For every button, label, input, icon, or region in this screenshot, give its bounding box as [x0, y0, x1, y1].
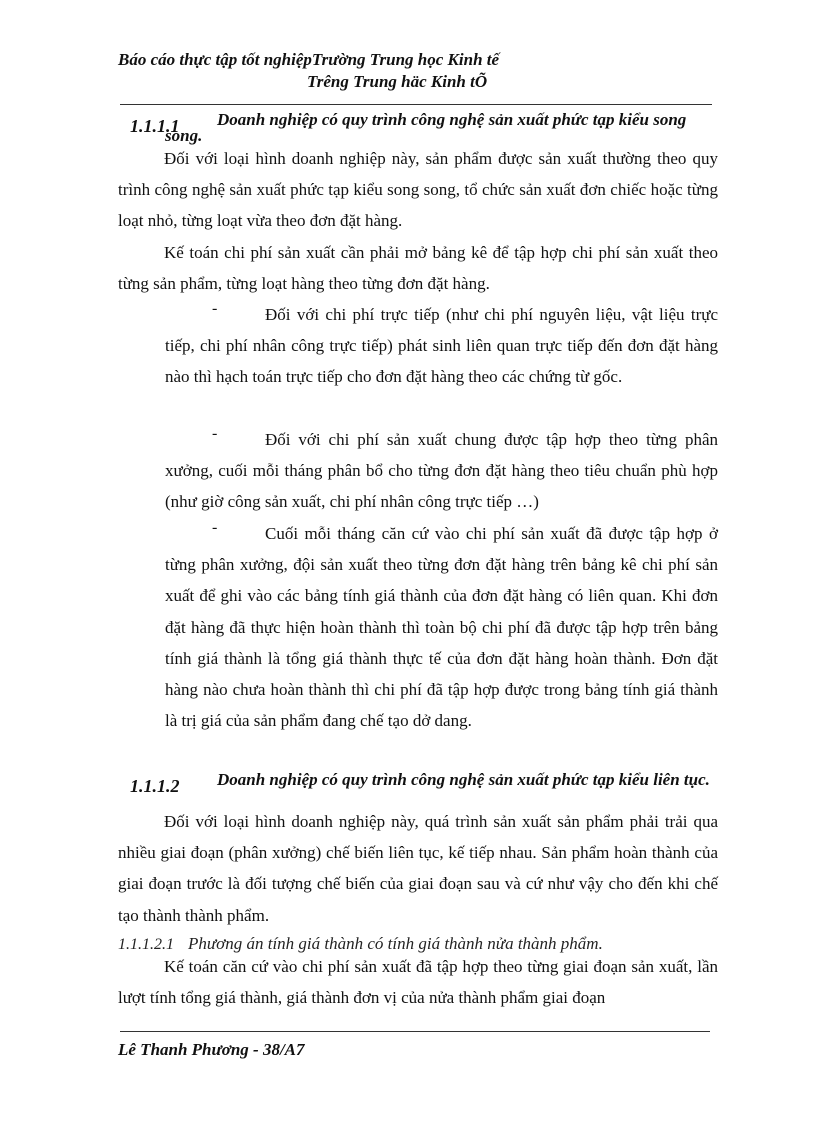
section-title: Doanh nghiệp có quy trình công nghệ sản xuất phức tạp kiểu song song.: [165, 110, 687, 145]
header-title: Báo cáo thực tập tốt nghiệpTrường Trung học Kinh tế: [118, 50, 500, 69]
bullet-item: Đối với chi phí trực tiếp (như chi phí nguyên liệu, vật liệu trực tiếp, chi phí nhân công trực tiếp) phát sinh liên quan trực tiếp đến đơn đặt hàng nào thì hạch toán trực tiếp cho đơn đặt hàng theo các chứng từ gốc.: [165, 305, 718, 387]
subsection-title: Phương án tính giá thành có tính giá thành nửa thành phẩm.: [188, 934, 603, 953]
bullet-marker: -: [212, 519, 218, 536]
header-subtitle: Trêng Trung häc Kinh tÕ: [307, 72, 488, 91]
paragraph: Đối với loại hình doanh nghiệp này, sản phẩm được sản xuất thường theo quy trình công nghệ sản xuất phức tạp kiểu song song, tổ chức sản xuất đơn chiếc hoặc từng loạt nhỏ, từng loạt vừa theo đơn đặt hàng.: [118, 149, 718, 231]
section-title: Doanh nghiệp có quy trình công nghệ sản xuất phức tạp kiểu liên tục.: [217, 770, 710, 789]
bullet-marker: -: [212, 425, 218, 442]
bullet-item: Đối với chi phí sản xuất chung được tập hợp theo từng phân xưởng, cuối mỗi tháng phân bổ cho từng đơn đặt hàng theo tiêu chuẩn phù hợp (như giờ công sản xuất, chi phí nhân công trực tiếp …): [165, 430, 718, 512]
paragraph: Kế toán căn cứ vào chi phí sản xuất đã tập hợp theo từng giai đoạn sản xuất, lần lượt tính tổng giá thành, giá thành đơn vị của nửa thành phẩm giai đoạn: [118, 957, 718, 1008]
header-rule: [120, 104, 712, 105]
bullet-item: Cuối mỗi tháng căn cứ vào chi phí sản xuất đã được tập hợp ở từng phân xưởng, đội sản xuất theo từng đơn đặt hàng trên bảng kê chi phí sản xuất để ghi vào các bảng tính giá thành của đơn đặt hàng có liên quan. Khi đơn đặt hàng đã thực hiện hoàn thành thì toàn bộ chi phí đã được tập hợp trên bảng tính giá thành là tổng giá thành thực tế của đơn đặt hàng hoàn thành. Đơn đặt hàng nào chưa hoàn thành thì chi phí đã tập hợp được trong bảng tính giá thành là trị giá của sản phẩm đang chế tạo dở dang.: [165, 524, 718, 731]
footer-author: Lê Thanh Phương - 38/A7: [118, 1040, 305, 1059]
paragraph: Đối với loại hình doanh nghiệp này, quá trình sản xuất sản phẩm phải trải qua nhiều giai đoạn (phân xưởng) chế biến liên tục, kế tiếp nhau. Sản phẩm hoàn thành của giai đoạn trước là đối tượng chế biến của giai đoạn sau và cứ như vậy cho đến khi chế tạo thành thành phẩm.: [118, 812, 718, 925]
paragraph: Kế toán chi phí sản xuất cần phải mở bảng kê để tập hợp chi phí sản xuất theo từng sản phẩm, từng loạt hàng theo từng đơn đặt hàng.: [118, 243, 718, 294]
bullet-marker: -: [212, 300, 218, 317]
footer-rule: [120, 1031, 710, 1032]
section-number: 1.1.1.1: [130, 116, 180, 136]
subsection-number: 1.1.1.2.1: [118, 936, 174, 953]
section-number: 1.1.1.2: [130, 776, 180, 796]
